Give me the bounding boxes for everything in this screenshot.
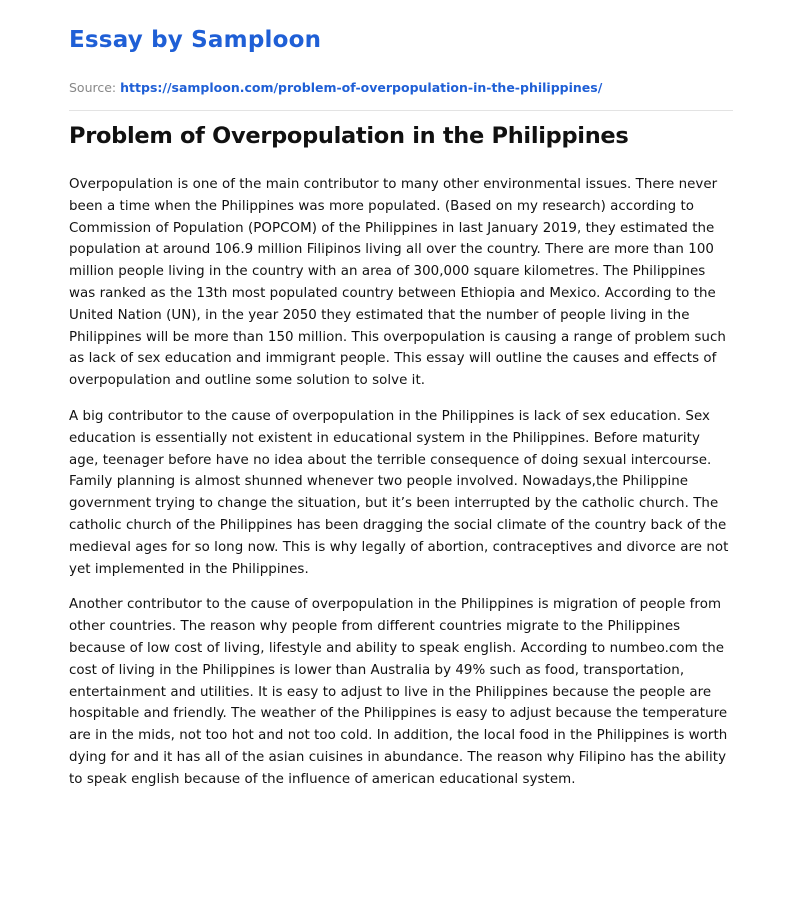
source-label: Source: (69, 80, 117, 95)
essay-paragraph-3: Another contributor to the cause of overpopulation in the Philippines is migration of people from other countries. The reason why people from different countries migrate to the Philippines because of low cost of living, lifestyle and ability to speak english. According to numbeo.com the cost of living in the Philippines is lower than Australia by 49% such as food, transportation, entertainment and utilities. It is easy to adjust to live in the Philippines because the people are hospitable and friendly. The weather of the Philippines is easy to adjust because the temperature are in the mids, not too hot and not too cold. In addition, the local food in the Philippines is worth dying for and it has all of the asian cuisines in abundance. The reason why Filipino has the ability to speak english because of the influence of american educational system. (69, 597, 728, 787)
essay-paragraph-1: Overpopulation is one of the main contributor to many other environmental issues. There never been a time when the Philippines was more populated. (Based on my research) according to Commission of Population (POPCOM) of the Philippines in last January 2019, they estimated the population at around 106.9 million Filipinos living all over the country. There are more than 100 million people living in the country with an area of 300,000 square kilometres. The Philippines was ranked as the 13th most populated country between Ethiopia and Mexico. According to the United Nation (UN), in the year 2050 they estimated that the number of people living in the Philippines will be more than 150 million. This overpopulation is causing a range of problem such as lack of sex education and immigrant people. This essay will outline the causes and effects of overpopulation and outline some solution to solve it. (69, 177, 726, 389)
site-brand-title[interactable]: Essay by Samploon (69, 27, 322, 53)
source-link[interactable]: https://samploon.com/problem-of-overpopulation-in-the-philippines/ (120, 80, 603, 95)
header-divider (69, 110, 733, 111)
essay-title: Problem of Overpopulation in the Philippines (69, 123, 629, 149)
essay-body (69, 174, 733, 805)
essay-paragraph-2: A big contributor to the cause of overpopulation in the Philippines is lack of sex education. Sex education is essentially not existent in educational system in the Philippines. Before maturity age, teenager before have no idea about the terrible consequence of doing sexual intercourse. Family planning is almost shunned whenever two people involved. Nowadays,the Philippine government trying to change the situation, but it’s been interrupted by the catholic church. The catholic church of the Philippines has been dragging the social climate of the country back of the medieval ages for so long now. This is why legally of abortion, contraceptives and divorce are not yet implemented in the Philippines. (69, 408, 729, 577)
source-line (69, 80, 602, 95)
